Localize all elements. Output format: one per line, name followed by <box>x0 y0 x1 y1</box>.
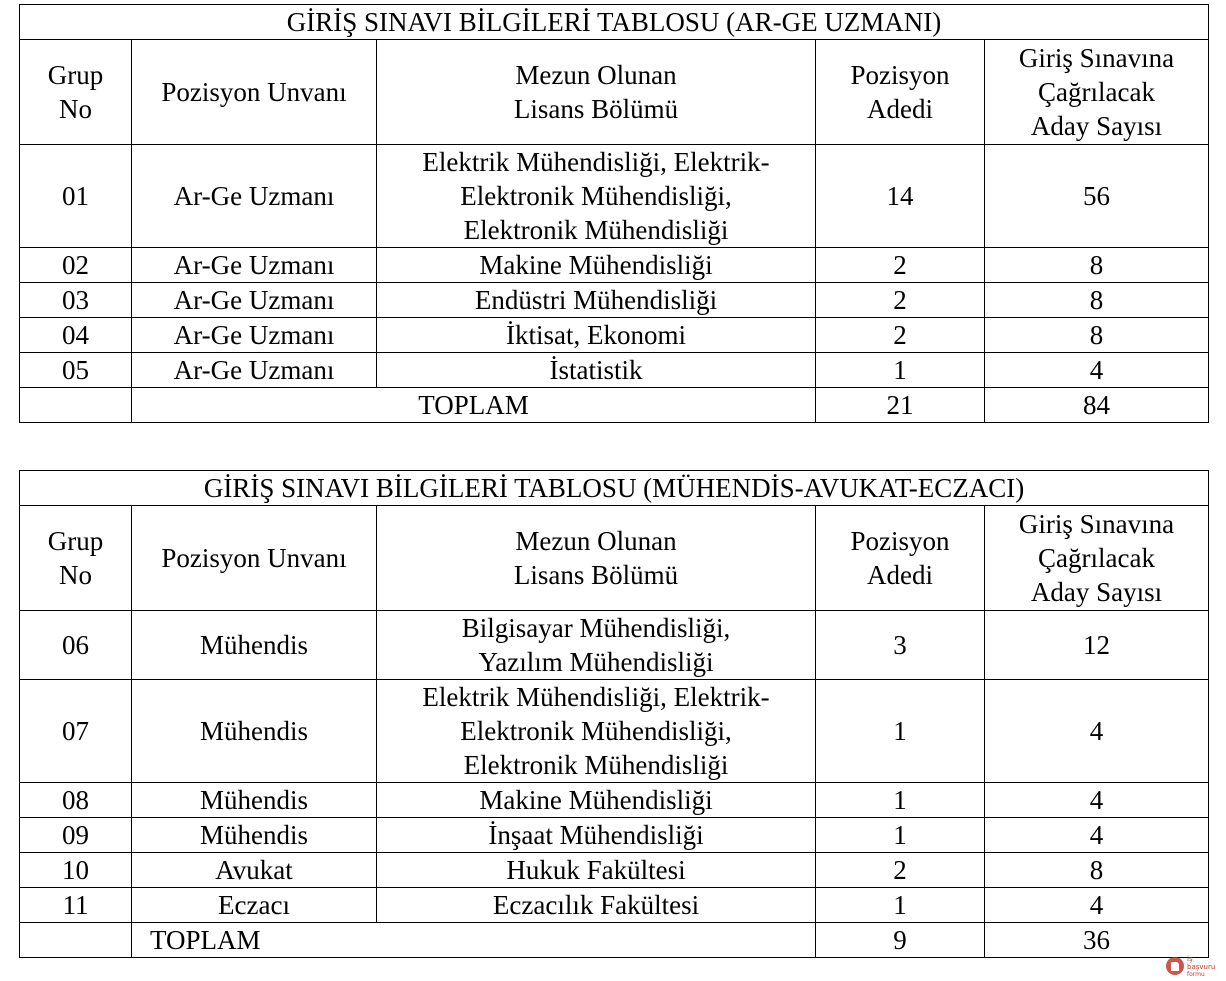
bolum-cell: Bilgisayar Mühendisliği, Yazılım Mühendisliği <box>377 611 816 680</box>
table-row <box>20 145 1209 248</box>
bolum-cell: İktisat, Ekonomi <box>377 318 816 353</box>
table-row <box>20 853 1209 888</box>
table-row <box>20 818 1209 853</box>
grup-no-cell: 02 <box>20 248 132 283</box>
adet-cell: 1 <box>816 353 985 388</box>
aday-cell: 4 <box>985 888 1209 923</box>
unvan-cell: Ar-Ge Uzmanı <box>132 248 377 283</box>
adet-cell: 1 <box>816 818 985 853</box>
table-row <box>20 318 1209 353</box>
grup-no-cell: 01 <box>20 145 132 248</box>
header-pozisyon-unvani: Pozisyon Unvanı <box>132 40 377 145</box>
bolum-cell: İnşaat Mühendisliği <box>377 818 816 853</box>
header-row <box>20 40 1209 145</box>
table-row <box>20 283 1209 318</box>
bolum-cell: Makine Mühendisliği <box>377 248 816 283</box>
grup-no-cell: 09 <box>20 818 132 853</box>
aday-cell: 4 <box>985 680 1209 783</box>
header-pozisyon-adedi: Pozisyon Adedi <box>816 506 985 611</box>
table-row <box>20 680 1209 783</box>
table-title: GİRİŞ SINAVI BİLGİLERİ TABLOSU (AR-GE UZMANI) <box>20 5 1209 40</box>
aday-cell: 4 <box>985 818 1209 853</box>
unvan-cell: Eczacı <box>132 888 377 923</box>
bolum-cell: Endüstri Mühendisliği <box>377 283 816 318</box>
unvan-cell: Ar-Ge Uzmanı <box>132 353 377 388</box>
header-row <box>20 506 1209 611</box>
svg-text:formu: formu <box>1187 971 1205 978</box>
adet-cell: 1 <box>816 680 985 783</box>
unvan-cell: Mühendis <box>132 783 377 818</box>
grup-no-cell: 07 <box>20 680 132 783</box>
bolum-cell: Makine Mühendisliği <box>377 783 816 818</box>
total-aday: 84 <box>985 388 1209 423</box>
unvan-cell: Ar-Ge Uzmanı <box>132 283 377 318</box>
total-row <box>20 923 1209 958</box>
adet-cell: 2 <box>816 853 985 888</box>
grup-no-cell: 05 <box>20 353 132 388</box>
bolum-cell: Elektrik Mühendisliği, Elektrik- Elektronik Mühendisliği, Elektronik Mühendisliği <box>377 145 816 248</box>
grup-no-cell: 06 <box>20 611 132 680</box>
table-arge <box>19 4 1209 423</box>
adet-cell: 3 <box>816 611 985 680</box>
bolum-cell: İstatistik <box>377 353 816 388</box>
grup-no-cell: 03 <box>20 283 132 318</box>
table-row <box>20 888 1209 923</box>
adet-cell: 14 <box>816 145 985 248</box>
adet-cell: 2 <box>816 283 985 318</box>
table-row <box>20 611 1209 680</box>
unvan-cell: Ar-Ge Uzmanı <box>132 145 377 248</box>
header-grup-no: Grup No <box>20 506 132 611</box>
header-pozisyon-adedi: Pozisyon Adedi <box>816 40 985 145</box>
aday-cell: 4 <box>985 783 1209 818</box>
aday-cell: 8 <box>985 248 1209 283</box>
grup-no-cell: 11 <box>20 888 132 923</box>
total-adet: 21 <box>816 388 985 423</box>
table-muhendis-avukat-eczaci <box>19 470 1209 958</box>
total-row <box>20 388 1209 423</box>
table-row <box>20 783 1209 818</box>
total-adet: 9 <box>816 923 985 958</box>
bolum-cell: Eczacılık Fakültesi <box>377 888 816 923</box>
header-pozisyon-unvani: Pozisyon Unvanı <box>132 506 377 611</box>
grup-no-cell: 08 <box>20 783 132 818</box>
adet-cell: 1 <box>816 888 985 923</box>
table-row <box>20 353 1209 388</box>
grup-no-cell: 10 <box>20 853 132 888</box>
total-label: TOPLAM <box>132 388 816 423</box>
aday-cell: 4 <box>985 353 1209 388</box>
adet-cell: 1 <box>816 783 985 818</box>
grup-no-cell: 04 <box>20 318 132 353</box>
header-mezun-olunan: Mezun Olunan Lisans Bölümü <box>377 506 816 611</box>
header-grup-no: Grup No <box>20 40 132 145</box>
basvuru-formu-logo <box>1163 950 1221 978</box>
svg-text:başvuru: başvuru <box>1187 963 1216 971</box>
unvan-cell: Mühendis <box>132 818 377 853</box>
table-row <box>20 248 1209 283</box>
aday-cell: 56 <box>985 145 1209 248</box>
aday-cell: 8 <box>985 853 1209 888</box>
svg-text:iş: iş <box>1187 955 1193 963</box>
header-aday-sayisi: Giriş Sınavına Çağrılacak Aday Sayısı <box>985 506 1209 611</box>
adet-cell: 2 <box>816 248 985 283</box>
bolum-cell: Hukuk Fakültesi <box>377 853 816 888</box>
adet-cell: 2 <box>816 318 985 353</box>
aday-cell: 8 <box>985 318 1209 353</box>
table-title: GİRİŞ SINAVI BİLGİLERİ TABLOSU (MÜHENDİS-AVUKAT-ECZACI) <box>20 471 1209 506</box>
unvan-cell: Ar-Ge Uzmanı <box>132 318 377 353</box>
aday-cell: 12 <box>985 611 1209 680</box>
unvan-cell: Avukat <box>132 853 377 888</box>
total-aday: 36 <box>985 923 1209 958</box>
bolum-cell: Elektrik Mühendisliği, Elektrik- Elektronik Mühendisliği, Elektronik Mühendisliği <box>377 680 816 783</box>
unvan-cell: Mühendis <box>132 611 377 680</box>
header-mezun-olunan: Mezun Olunan Lisans Bölümü <box>377 40 816 145</box>
aday-cell: 8 <box>985 283 1209 318</box>
unvan-cell: Mühendis <box>132 680 377 783</box>
header-aday-sayisi: Giriş Sınavına Çağrılacak Aday Sayısı <box>985 40 1209 145</box>
total-label: TOPLAM <box>132 923 816 958</box>
